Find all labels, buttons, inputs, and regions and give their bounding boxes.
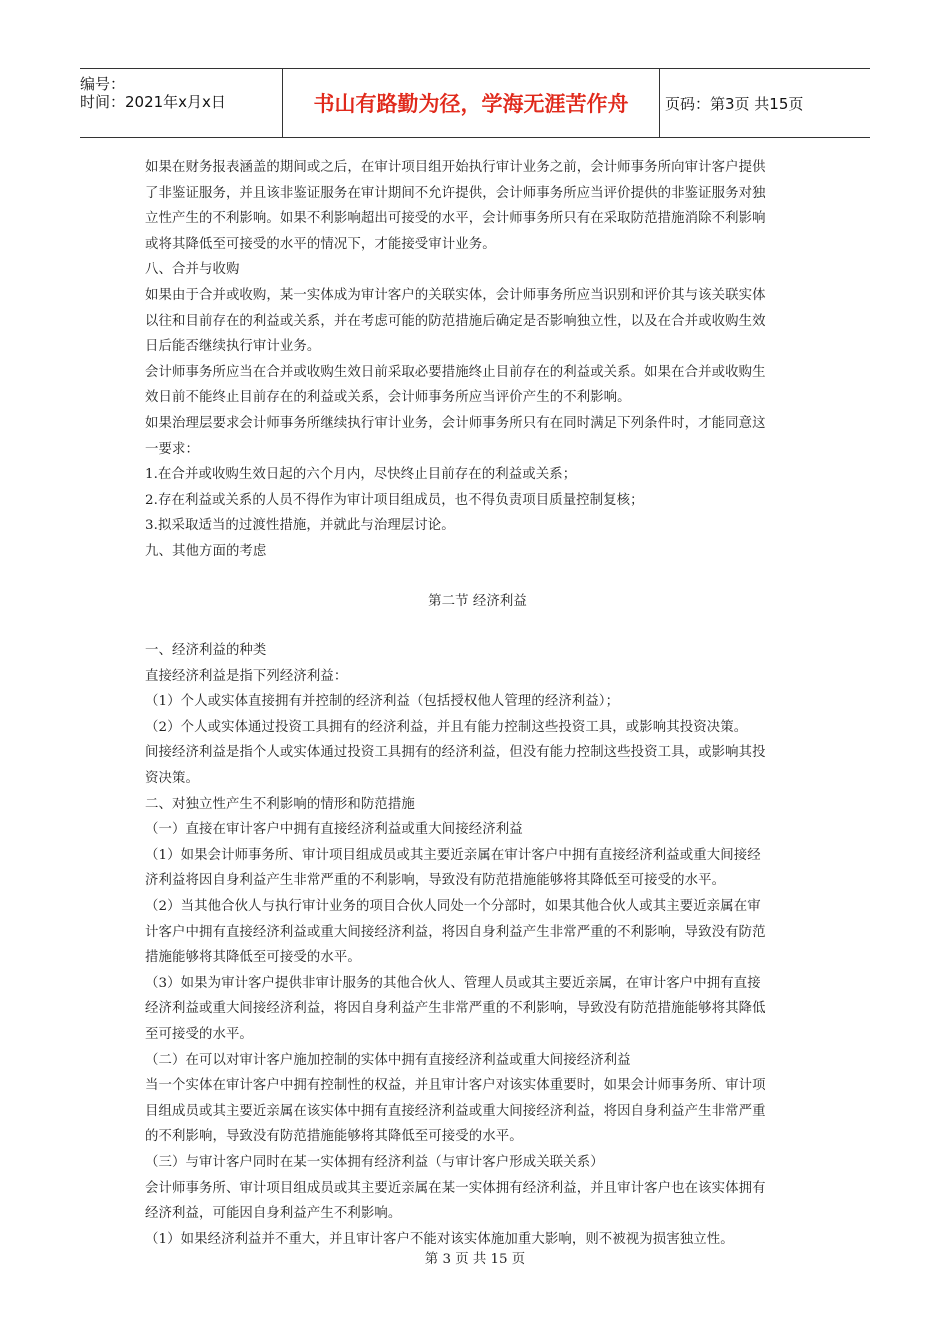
text-line: 的不利影响，导致没有防范措施能够将其降低至可接受的水平。 [145,1129,523,1145]
text-line: 计客户中拥有直接经济利益或重大间接经济利益，将因自身利益产生非常严重的不利影响，导致没有防范 [145,924,766,940]
text-line: 以往和目前存在的利益或关系，并在考虑可能的防范措施后确定是否影响独立性，以及在合并或收购生效 [145,313,766,329]
text-line: 济利益将因自身利益产生非常严重的不利影响，导致没有防范措施能够将其降低至可接受的水平。 [145,873,726,889]
list-item: 1.在合并或收购生效日起的六个月内，尽快终止目前存在的利益或关系； [145,467,577,483]
text-line: 会计师事务所应当在合并或收购生效日前采取必要措施终止目前存在的利益或关系。如果在合并或收购生 [145,364,766,380]
text-line: 立性产生的不利影响。如果不利影响超出可接受的水平，会计师事务所只有在采取防范措施消除不利影响 [145,211,766,227]
text-line: 间接经济利益是指个人或实体通过投资工具拥有的经济利益，但没有能力控制这些投资工具，或影响其投 [145,745,766,761]
list-item: （2）当其他合伙人与执行审计业务的项目合伙人同处一个分部时，如果其他合伙人或其主要近亲属在审 [145,899,761,915]
list-item: 3.拟采取适当的过渡性措施，并就此与治理层讨论。 [145,518,455,534]
text-line: 目组成员或其主要近亲属在该实体中拥有直接经济利益或重大间接经济利益，将因自身利益产生非常严重 [145,1103,766,1119]
text-line: 资决策。 [145,771,199,787]
text-line: 经济利益，可能因自身利益产生不利影响。 [145,1206,402,1222]
page-footer: 第 3 页 共 15 页 [424,1252,526,1267]
text-line: 了非鉴证服务，并且该非鉴证服务在审计期间不允许提供，会计师事务所应当评价提供的非鉴证服务对独 [145,185,766,201]
document-body [145,155,810,1252]
text-line: 如果治理层要求会计师事务所继续执行审计业务，会计师事务所只有在同时满足下列条件时，才能同意这 [145,415,766,431]
list-item: （1）如果会计师事务所、审计项目组成员或其主要近亲属在审计客户中拥有直接经济利益或重大间接经 [145,847,761,863]
list-item: （1）个人或实体直接拥有并控制的经济利益（包括授权他人管理的经济利益）； [145,694,620,710]
text-line: 如果在财务报表涵盖的期间或之后，在审计项目组开始执行审计业务之前，会计师事务所向审计客户提供 [145,160,766,175]
text-line: 如果由于合并或收购，某一实体成为审计客户的关联实体，会计师事务所应当识别和评价其与该关联实体 [145,287,766,303]
text-line: 至可接受的水平。 [145,1027,253,1042]
heading-line: 九、其他方面的考虑 [145,543,267,559]
heading-line: 一、经济利益的种类 [145,643,267,659]
text-line: 会计师事务所、审计项目组成员或其主要近亲属在某一实体拥有经济利益，并且审计客户也在该实体拥有 [145,1180,766,1196]
document-date: 时间：2021年x月x日 [80,93,226,111]
text-line: 措施能够将其降低至可接受的水平。 [145,950,361,966]
list-item: （1）如果经济利益并不重大，并且审计客户不能对该实体施加重大影响，则不被视为损害独立性。 [145,1231,734,1247]
list-item: （2）个人或实体通过投资工具拥有的经济利益，并且有能力控制这些投资工具，或影响其投资决策。 [145,719,748,735]
section-title: 第二节 经济利益 [428,593,527,609]
text-line: 效日前不能终止目前存在的利益或关系，会计师事务所应当评价产生的不利影响。 [145,390,631,406]
subheading-line: （一）直接在审计客户中拥有直接经济利益或重大间接经济利益 [145,822,523,838]
header-meta [80,69,282,137]
text-line: 一要求： [145,441,199,457]
text-line: 直接经济利益是指下列经济利益： [145,668,348,684]
page-header [80,68,870,138]
text-line: 当一个实体在审计客户中拥有控制性的权益，并且审计客户对该实体重要时，如果会计师事务所、审计项 [145,1078,766,1094]
document-number-label: 编号： [80,75,126,93]
heading-line: 二、对独立性产生不利影响的情形和防范措施 [145,796,415,812]
header-page-info: 页码：第3页 共15页 [665,94,804,113]
heading-line: 八、合并与收购 [145,262,240,278]
subheading-line: （三）与审计客户同时在某一实体拥有经济利益（与审计客户形成关联关系） [145,1154,604,1170]
header-motto: 书山有路勤为径，学海无涯苦作舟 [282,69,660,137]
text-line: 日后能否继续执行审计业务。 [145,339,321,355]
text-line: 经济利益或重大间接经济利益，将因自身利益产生非常严重的不利影响，导致没有防范措施能够将其降低 [145,1001,766,1017]
text-line: 或将其降低至可接受的水平的情况下，才能接受审计业务。 [145,236,496,252]
subheading-line: （二）在可以对审计客户施加控制的实体中拥有直接经济利益或重大间接经济利益 [145,1052,631,1068]
list-item: 2.存在利益或关系的人员不得作为审计项目组成员，也不得负责项目质量控制复核； [145,492,644,508]
list-item: （3）如果为审计客户提供非审计服务的其他合伙人、管理人员或其主要近亲属，在审计客户中拥有直接 [145,975,761,991]
